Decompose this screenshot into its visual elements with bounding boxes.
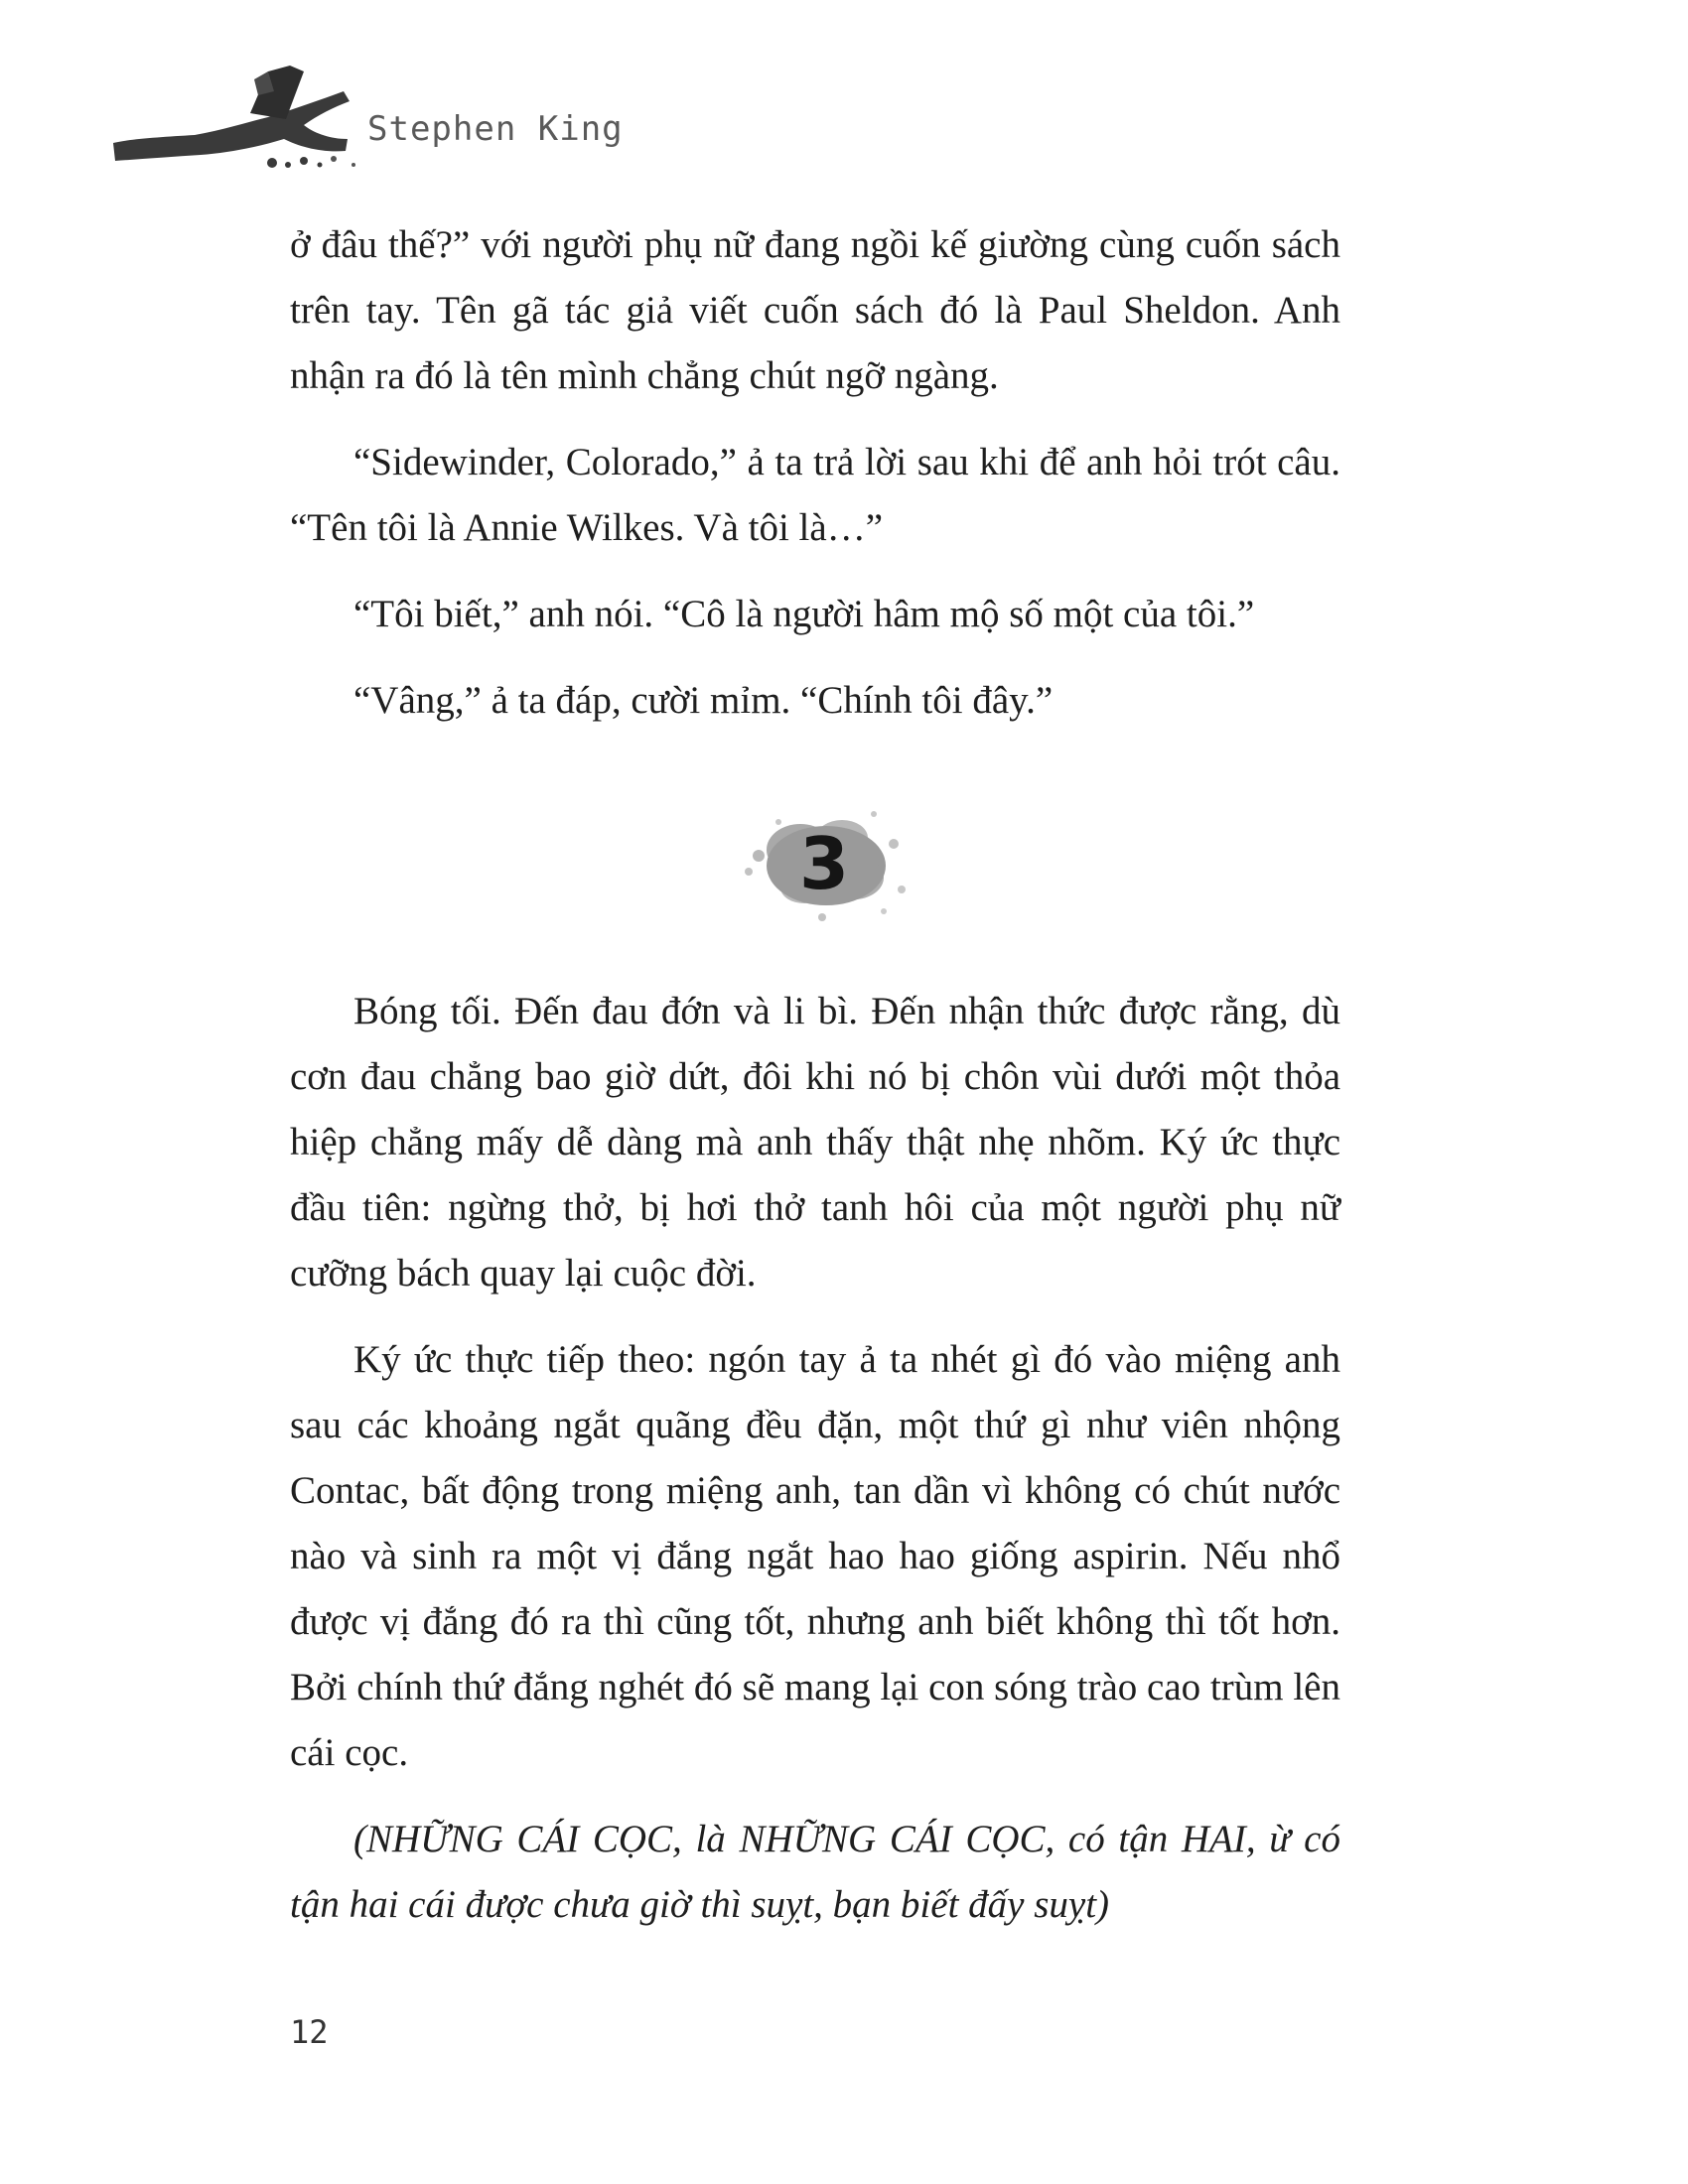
running-header: [109, 62, 665, 171]
paragraph: “Sidewinder, Colorado,” ả ta trả lời sau khi để anh hỏi trót câu. “Tên tôi là Annie Wilkes. Và tôi là…”: [290, 441, 1340, 549]
header-author-name: Stephen King: [367, 109, 624, 149]
paragraph-continuation: ở đâu thế?” với người phụ nữ đang ngồi kế giường cùng cuốn sách trên tay. Tên gã tác giả viết cuốn sách đó là Paul Sheldon. Anh nhận ra đó là tên mình chẳng chút ngỡ ngàng.: [290, 223, 1340, 397]
page-number: 12: [290, 2013, 329, 2051]
body-text-bottom: [290, 979, 1340, 1959]
chapter-number: 3: [798, 822, 850, 905]
axe-logo-icon: [109, 62, 367, 171]
italic-paragraph: (NHỮNG CÁI CỌC, là NHỮNG CÁI CỌC, có tận HAI, ừ có tận hai cái được chưa giờ thì suỵt, bạn biết đấy suỵt): [290, 1818, 1340, 1926]
paragraph: Ký ức thực tiếp theo: ngón tay ả ta nhét gì đó vào miệng anh sau các khoảng ngắt quãng đều đặn, một thứ gì như viên nhộng Contac, bất động trong miệng anh, tan dần vì không có chút nước nào và sinh ra một vị đắng ngắt hao hao giống aspirin. Nếu nhổ được vị đắng đó ra thì cũng tốt, nhưng anh biết không thì tốt hơn. Bởi chính thứ đắng nghét đó sẽ mang lại con sóng trào cao trùm lên cái cọc.: [290, 1338, 1340, 1774]
paragraph: Bóng tối. Đến đau đớn và li bì. Đến nhận thức được rằng, dù cơn đau chẳng bao giờ dứt, đôi khi nó bị chôn vùi dưới một thỏa hiệp chẳng mấy dễ dàng mà anh thấy thật nhẹ nhõm. Ký ức thực đầu tiên: ngừng thở, bị hơi thở tanh hôi của một người phụ nữ cưỡng bách quay lại cuộc đời.: [290, 990, 1340, 1295]
chapter-marker: [735, 794, 914, 933]
paragraph: “Tôi biết,” anh nói. “Cô là người hâm mộ số một của tôi.”: [353, 593, 1255, 635]
paragraph: “Vâng,” ả ta đáp, cười mỉm. “Chính tôi đây.”: [353, 679, 1054, 722]
body-text-top: [290, 212, 1340, 754]
